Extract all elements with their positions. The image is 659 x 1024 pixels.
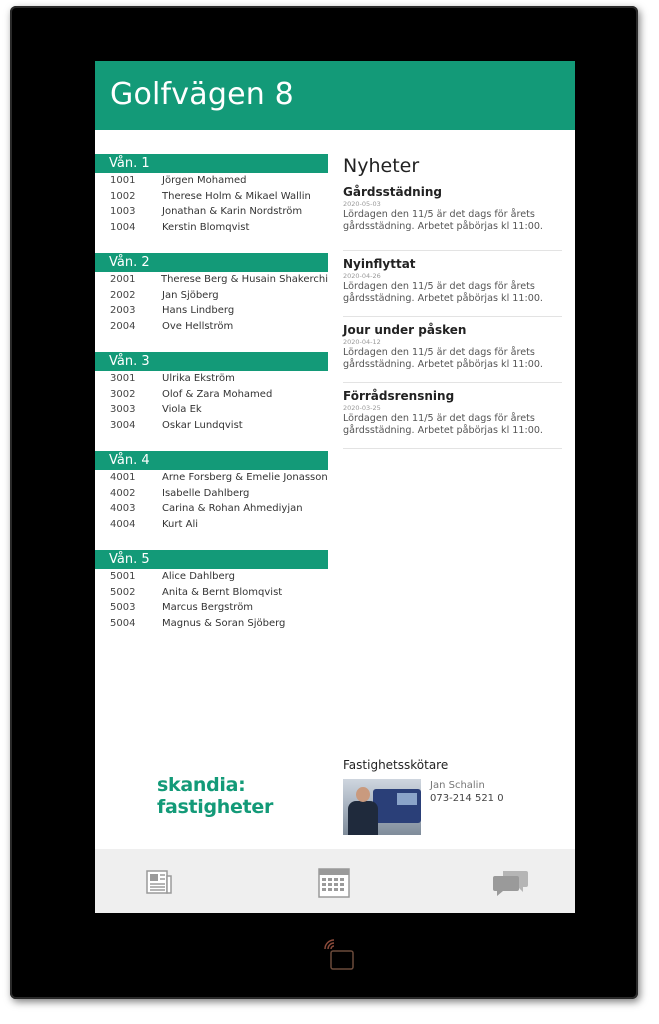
resident-row — [95, 371, 328, 387]
apartment-number: 4001 — [110, 472, 136, 483]
news-title: Nyinflyttat — [343, 257, 416, 271]
floor-section — [95, 253, 328, 352]
news-section — [343, 154, 562, 449]
resident-names: Therese Holm & Mikael Wallin — [162, 190, 311, 202]
resident-row — [95, 272, 328, 288]
resident-names: Jörgen Mohamed — [162, 175, 247, 186]
resident-names: Jonathan & Karin Nordström — [162, 206, 303, 218]
resident-row — [95, 501, 328, 517]
newspaper-icon[interactable] — [145, 868, 173, 900]
resident-row — [95, 616, 328, 632]
caretaker-name: Jan Schalin — [430, 780, 485, 791]
resident-row — [95, 303, 328, 319]
news-title: Jour under påsken — [343, 323, 467, 337]
apartment-number: 2002 — [110, 289, 136, 301]
logo-dots: : — [238, 774, 246, 796]
news-item[interactable] — [343, 317, 562, 383]
resident-names: Therese Berg & Husain Shakerchi — [160, 274, 328, 285]
resident-row — [95, 189, 328, 205]
resident-names: Viola Ek — [162, 404, 202, 416]
device-frame — [10, 6, 638, 999]
apartment-number: 4002 — [110, 487, 136, 499]
news-date: 2020-04-26 — [343, 272, 381, 280]
logo-line-1: skandia — [157, 774, 239, 796]
floor-label: Vån. 4 — [95, 451, 328, 470]
nfc-reader-icon — [323, 939, 357, 973]
floor-section — [95, 550, 328, 649]
apartment-number: 4003 — [110, 503, 136, 515]
floor-label: Vån. 3 — [95, 352, 328, 371]
resident-row — [95, 319, 328, 335]
apartment-number: 3002 — [110, 388, 136, 400]
apartment-number: 1002 — [110, 190, 136, 202]
resident-row — [95, 600, 328, 616]
floor-section — [95, 451, 328, 550]
apartment-number: 3003 — [110, 404, 136, 416]
apartment-number: 2001 — [110, 274, 136, 285]
apartment-number: 5002 — [110, 586, 136, 598]
apartment-number: 5003 — [110, 602, 136, 614]
apartment-number: 3004 — [110, 420, 136, 432]
apartment-number: 4004 — [110, 519, 136, 531]
kiosk-screen — [95, 61, 575, 913]
resident-names: Carina & Rohan Ahmediyjan — [162, 503, 303, 515]
resident-row — [95, 470, 328, 486]
apartment-number: 5004 — [110, 618, 136, 630]
resident-row — [95, 173, 328, 189]
floor-section — [95, 352, 328, 451]
news-body: Lördagen den 11/5 är det dags för årets gårdsstädning. Arbetet påbörjas kl 11:00. — [343, 413, 543, 436]
apartment-number: 5001 — [110, 571, 136, 582]
news-body: Lördagen den 11/5 är det dags för årets gårdsstädning. Arbetet påbörjas kl 11:00. — [343, 347, 543, 370]
caretaker-photo — [343, 779, 421, 835]
caretaker-section — [343, 758, 563, 835]
resident-names: Hans Lindberg — [162, 305, 235, 317]
apartment-number: 3001 — [110, 373, 136, 384]
apartment-number: 2003 — [110, 305, 136, 317]
resident-names: Marcus Bergström — [162, 602, 254, 614]
header-bar — [95, 61, 575, 130]
resident-names: Olof & Zara Mohamed — [162, 388, 273, 400]
news-title: Förrådsrensning — [343, 389, 455, 403]
news-item[interactable] — [343, 383, 562, 449]
resident-names: Ulrika Ekström — [162, 373, 235, 384]
resident-row — [95, 585, 328, 601]
apartment-number: 1001 — [110, 175, 136, 186]
calendar-icon[interactable] — [318, 868, 350, 902]
resident-names: Alice Dahlberg — [162, 571, 235, 582]
apartment-number: 1003 — [110, 206, 136, 218]
resident-row — [95, 387, 328, 403]
company-logo — [157, 774, 273, 818]
resident-row — [95, 418, 328, 434]
resident-row — [95, 402, 328, 418]
news-item[interactable] — [343, 251, 562, 317]
apartment-number: 1004 — [110, 222, 136, 234]
resident-names: Kurt Ali — [162, 519, 199, 531]
resident-row — [95, 486, 328, 502]
resident-names: Isabelle Dahlberg — [162, 487, 250, 499]
resident-names: Arne Forsberg & Emelie Jonasson — [162, 472, 328, 483]
news-heading: Nyheter — [343, 155, 420, 177]
building-title: Golfvägen 8 — [110, 77, 294, 112]
resident-directory — [95, 154, 328, 649]
floor-label: Vån. 2 — [95, 253, 328, 272]
news-date: 2020-05-03 — [343, 200, 381, 208]
news-item[interactable] — [343, 185, 562, 251]
resident-row — [95, 288, 328, 304]
caretaker-title: Fastighetsskötare — [343, 758, 449, 772]
floor-section — [95, 154, 328, 253]
resident-names: Anita & Bernt Blomqvist — [162, 586, 283, 598]
bottom-nav — [95, 849, 575, 913]
news-list — [343, 185, 562, 449]
caretaker-phone: 073-214 521 0 — [430, 793, 504, 804]
resident-names: Jan Sjöberg — [162, 289, 219, 301]
chat-bubbles-icon[interactable] — [493, 868, 529, 902]
resident-names: Magnus & Soran Sjöberg — [162, 618, 286, 630]
resident-names: Kerstin Blomqvist — [162, 222, 250, 234]
news-body: Lördagen den 11/5 är det dags för årets gårdsstädning. Arbetet påbörjas kl 11:00. — [343, 281, 543, 304]
logo-line-2: fastigheter — [157, 796, 274, 818]
resident-row — [95, 204, 328, 220]
floor-label: Vån. 5 — [95, 550, 328, 569]
resident-row — [95, 569, 328, 585]
apartment-number: 2004 — [110, 321, 136, 333]
news-body: Lördagen den 11/5 är det dags för årets gårdsstädning. Arbetet påbörjas kl 11:00. — [343, 209, 543, 232]
news-date: 2020-03-25 — [343, 404, 381, 412]
resident-row — [95, 220, 328, 236]
resident-names: Oskar Lundqvist — [162, 420, 243, 432]
news-date: 2020-04-12 — [343, 338, 381, 346]
floor-label: Vån. 1 — [95, 154, 328, 173]
news-title: Gårdsstädning — [343, 185, 442, 199]
resident-row — [95, 517, 328, 533]
resident-names: Ove Hellström — [162, 321, 234, 333]
